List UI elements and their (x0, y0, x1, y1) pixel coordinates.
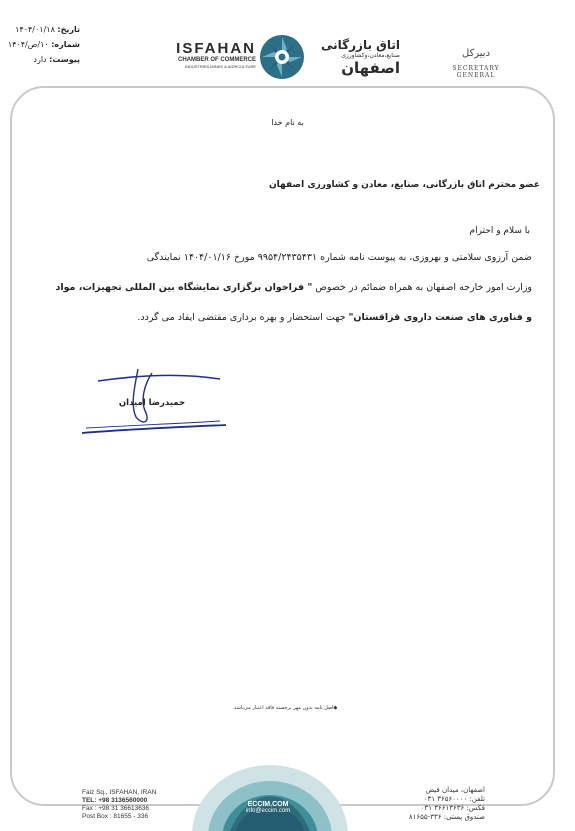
letter-frame (10, 86, 555, 806)
secretary-general-title: دبیرکل SECRETARY GENERAL (452, 48, 500, 79)
meta-attachment: پیوست: دارد (33, 55, 80, 64)
logo-persian: اتاق بازرگانی صنایع،معادن،وکشاورزی اصفهان (321, 38, 400, 77)
website-link[interactable]: ECCIM.COM (247, 801, 289, 808)
bismillah: به نام خدا (271, 118, 304, 127)
letter-line-3: و فناوری های صنعت داروی قزاقستان" جهت استحضار و بهره برداری مقتضی ایفاد می گردد. (137, 312, 532, 323)
letter-line-2: وزارت امور خارجه اصفهان به همراه ضمائم در خصوص " فراخوان برگزاری نمایشگاه بین المللی تجهیزات، مواد (55, 282, 532, 293)
meta-date: تاریخ: ۱۴۰۴/۰۱/۱۸ (15, 25, 80, 34)
email-link[interactable]: info@eccim.com (245, 808, 291, 814)
footer-website (228, 801, 308, 814)
letter-line-1: ضمن آرزوی سلامتی و بهروزی، به پیوست نامه شماره ۹۹۵۴/۲۴۳۵۴۳۱ مورخ ۱۴۰۴/۰۱/۱۶ نمایندگی (146, 252, 532, 263)
signer-name: حمیدرضا امیدان (118, 398, 186, 408)
footer-address-fa: اصفهان، میدان فیض تلفن: ۳۶۵۶۰۰۰۰ ۰۳۱ فکس: ۳۶۶۱۳۶۳۶ ۰۳۱ صندوق پستی: ۳۳۶-۸۱۶۵۵ (408, 786, 485, 821)
chamber-logo-icon (258, 33, 306, 81)
recipient: عضو محترم اتاق بازرگانی، صنایع، معادن و کشاورزی اصفهان (268, 180, 540, 190)
seal-footnote: ◆اصل نامه بدون مهر برجسته فاقد اعتبار می‌باشد. (232, 705, 338, 711)
meta-number: شماره: ۱۰/ص/۱۴۰۴ (7, 40, 80, 49)
logo-english: ISFAHAN CHAMBER OF COMMERCE INDUSTRIES,MINES & AGRICULTURE (176, 40, 256, 69)
letter-meta (6, 22, 80, 67)
greeting: با سلام و احترام (469, 226, 530, 236)
footer-address-en: Faiz Sq., ISFAHAN, IRAN TEL: +98 3136560000 Fax : +98 31 36613636 Post Box : 81655 - 336 (82, 789, 157, 820)
footer-logo-icon (190, 745, 350, 831)
